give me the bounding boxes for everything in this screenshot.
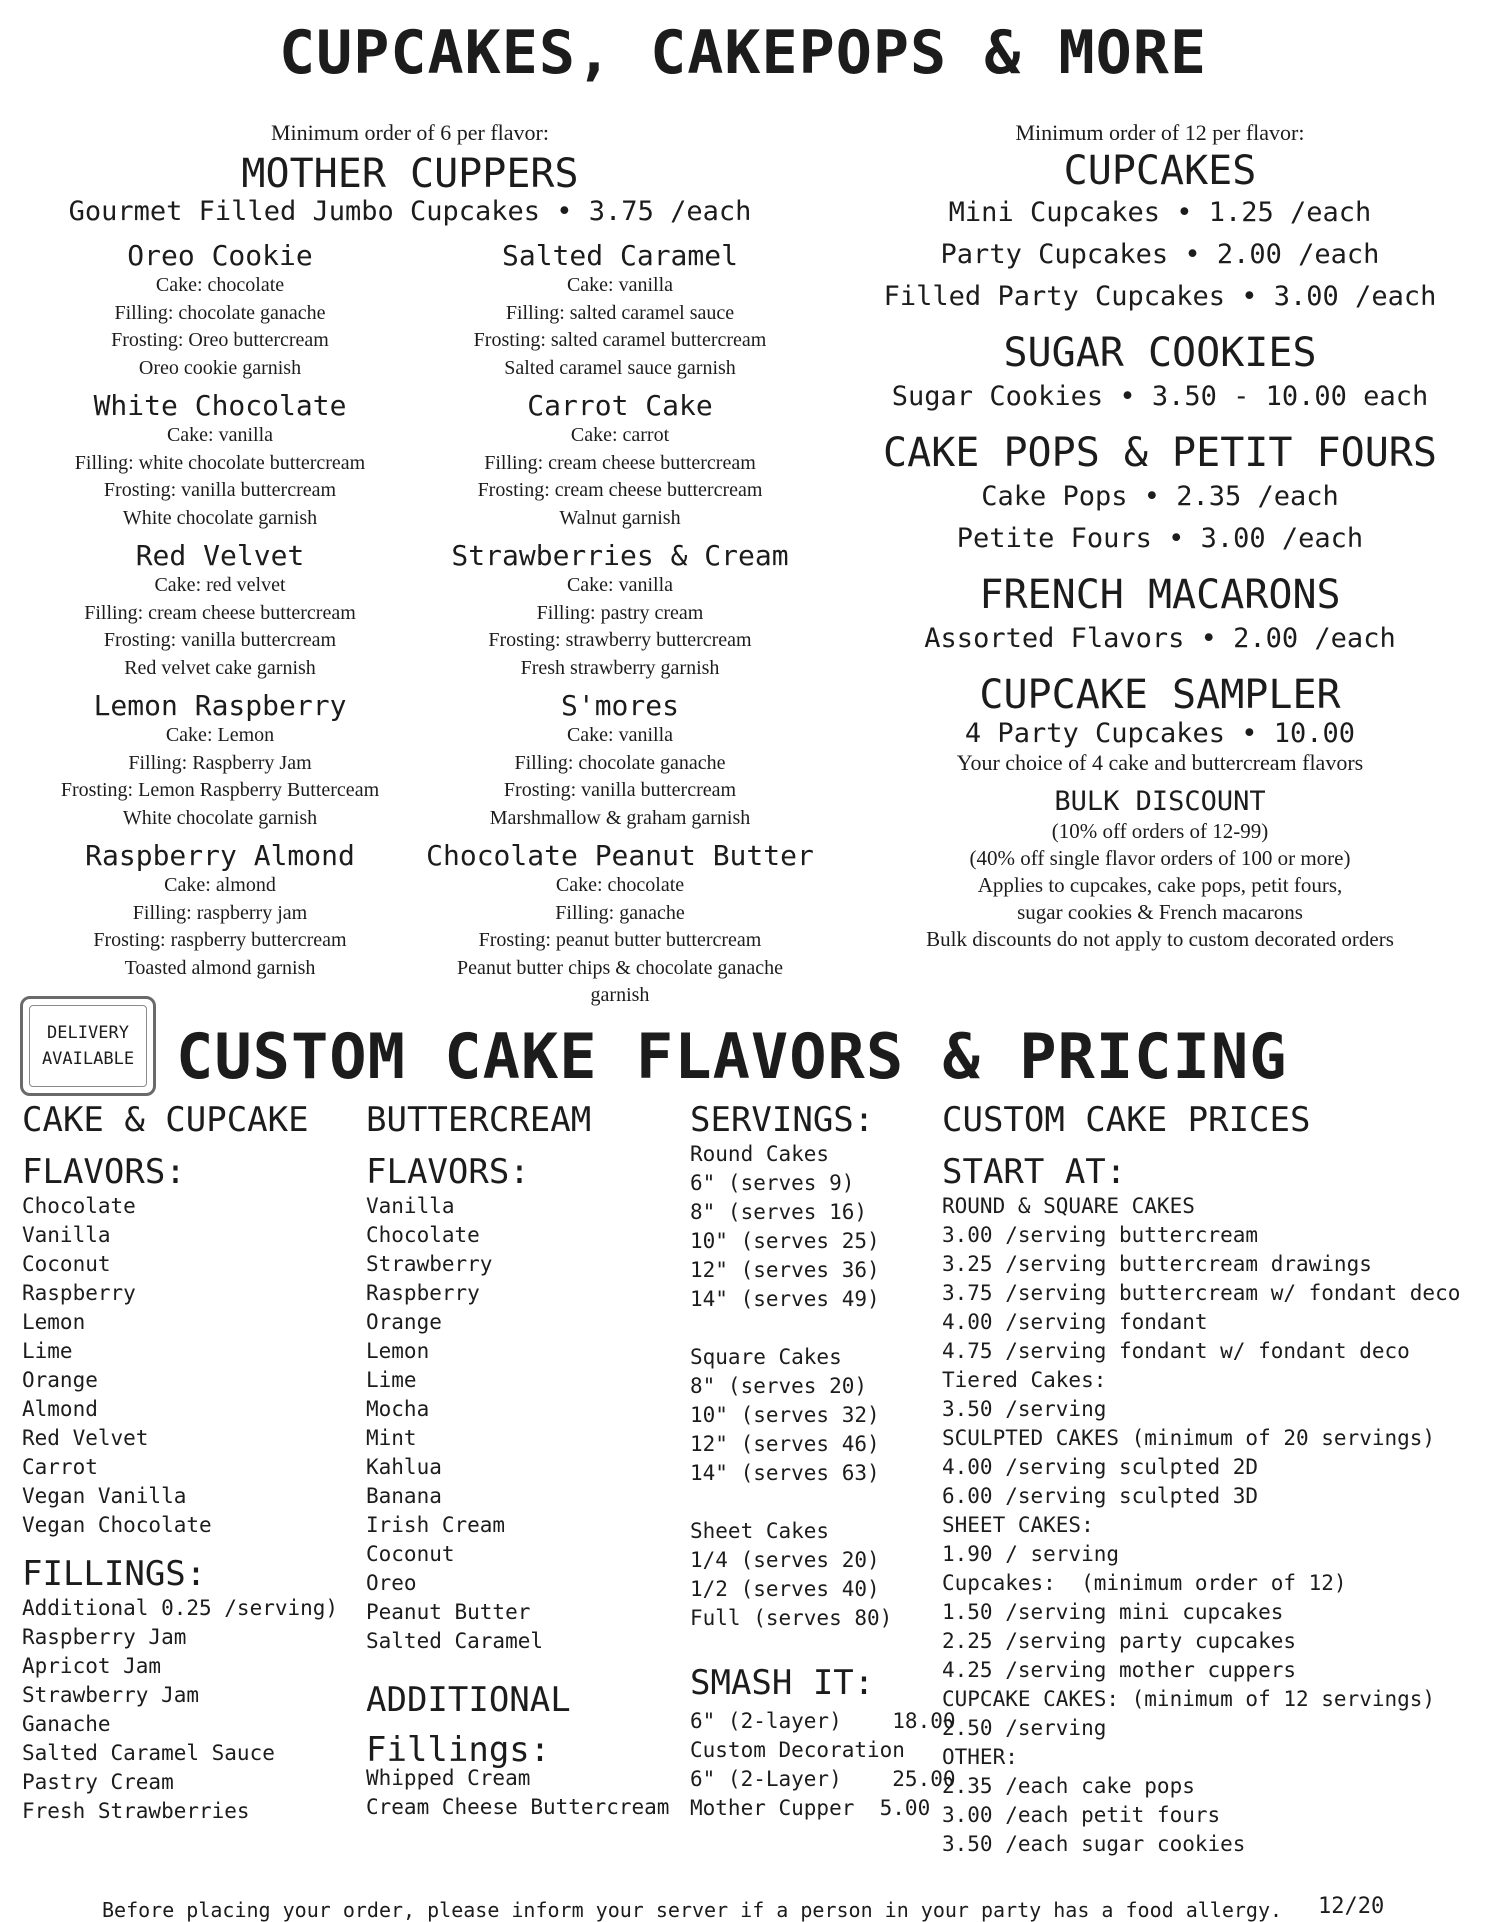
bulk-line: (10% off orders of 12-99) <box>1051 819 1269 843</box>
flavor-detail: Frosting: Lemon Raspberry Butterceam <box>60 779 380 801</box>
cupcakes-item: Mini Cupcakes • 1.25 /each <box>948 197 1372 228</box>
cake-flavor-item: Lime <box>22 1339 73 1363</box>
cupcakes-item: Party Cupcakes • 2.00 /each <box>940 239 1380 270</box>
min-order-note: Minimum order of 6 per flavor: <box>271 120 549 145</box>
custom-prices-heading: CUSTOM CAKE PRICES <box>942 1100 1311 1140</box>
smash-item: Custom Decoration <box>690 1738 905 1762</box>
round-serving-item: 10" (serves 25) <box>690 1229 880 1253</box>
menu-date: 12/20 <box>1318 1894 1385 1919</box>
flavor-detail: Peanut butter chips & chocolate ganache <box>457 956 783 979</box>
custom-price-line: 3.50 /serving <box>942 1397 1107 1421</box>
macarons-heading: FRENCH MACARONS <box>979 572 1341 618</box>
buttercream-flavor-item: Orange <box>366 1310 442 1334</box>
square-serving-item: 12" (serves 46) <box>690 1432 880 1456</box>
mother-cuppers-subheading: Gourmet Filled Jumbo Cupcakes • 3.75 /each <box>68 196 752 227</box>
sugar-cookies-item: Sugar Cookies • 3.50 - 10.00 each <box>891 381 1429 412</box>
delivery-badge-line: DELIVERY <box>47 1023 129 1043</box>
flavor-detail: Filling: Raspberry Jam <box>128 751 312 774</box>
flavor-detail: Frosting: strawberry buttercream <box>488 629 752 651</box>
flavor-detail: Frosting: vanilla buttercream <box>103 629 337 651</box>
additional-filling-item: Cream Cheese Buttercream <box>366 1795 670 1819</box>
cake-pops-heading: CAKE POPS & PETIT FOURS <box>883 430 1437 476</box>
flavor-detail: Cake: vanilla <box>566 274 674 296</box>
custom-price-line: Cupcakes: (minimum order of 12) <box>942 1571 1347 1595</box>
cake-flavor-item: Almond <box>22 1397 98 1421</box>
flavor-detail: Filling: ganache <box>555 901 685 924</box>
right-price-column <box>880 120 1440 953</box>
filling-item: Apricot Jam <box>22 1654 162 1678</box>
flavor-block <box>420 690 820 832</box>
flavor-detail: Filling: cream cheese buttercream <box>484 451 756 474</box>
buttercream-flavor-item: Lime <box>366 1368 417 1392</box>
flavor-detail: Cake: almond <box>164 874 276 896</box>
flavor-name: Oreo Cookie <box>127 239 313 272</box>
flavor-detail: Cake: red velvet <box>154 574 286 596</box>
buttercream-flavor-item: Banana <box>366 1484 442 1508</box>
custom-price-line: 4.75 /serving fondant w/ fondant deco <box>942 1339 1410 1363</box>
flavor-detail: Cake: chocolate <box>155 274 285 296</box>
flavor-block <box>420 540 820 682</box>
custom-price-line: 3.00 /each petit fours <box>942 1803 1221 1827</box>
sheet-cakes-title: Sheet Cakes <box>690 1519 830 1543</box>
cake-flavor-item: Raspberry <box>22 1281 136 1305</box>
smash-item: Mother Cupper 5.00 <box>690 1796 931 1820</box>
cake-flavors-section <box>22 1100 342 1826</box>
buttercream-flavor-item: Vanilla <box>366 1194 455 1218</box>
filling-item: Strawberry Jam <box>22 1683 200 1707</box>
cake-flavor-item: Lemon <box>22 1310 86 1334</box>
flavor-detail: Cake: Lemon <box>165 724 275 746</box>
flavor-detail: Oreo cookie garnish <box>138 356 302 379</box>
flavor-name: Lemon Raspberry <box>93 689 347 722</box>
flavor-detail: garnish <box>590 984 650 1006</box>
sampler-item: 4 Party Cupcakes • 10.00 <box>964 718 1356 749</box>
cake-flavor-item: Orange <box>22 1368 98 1392</box>
additional-heading: ADDITIONAL <box>366 1680 571 1720</box>
sampler-note: Your choice of 4 cake and buttercream flavors <box>956 750 1364 775</box>
buttercream-flavor-item: Mint <box>366 1426 417 1450</box>
additional-heading-2: Fillings: <box>366 1730 551 1770</box>
min-order-note-12: Minimum order of 12 per flavor: <box>1015 120 1305 145</box>
custom-prices-heading-2: START AT: <box>942 1152 1127 1192</box>
flavor-detail: Frosting: cream cheese buttercream <box>477 479 763 501</box>
custom-price-line: 3.75 /serving buttercream w/ fondant deco <box>942 1281 1461 1305</box>
custom-price-line: 6.00 /serving sculpted 3D <box>942 1484 1259 1508</box>
cupcakes-heading: CUPCAKES <box>1063 148 1257 194</box>
flavor-detail: Frosting: Oreo buttercream <box>111 329 329 351</box>
filling-item: Pastry Cream <box>22 1770 174 1794</box>
cake-flavor-item: Vegan Chocolate <box>22 1513 212 1537</box>
cake-pops-item: Cake Pops • 2.35 /each <box>981 481 1339 512</box>
servings-heading: SERVINGS: <box>690 1100 875 1140</box>
filling-item: Ganache <box>22 1712 111 1736</box>
buttercream-flavor-item: Chocolate <box>366 1223 480 1247</box>
custom-price-line: ROUND & SQUARE CAKES <box>942 1194 1195 1218</box>
flavor-detail: White chocolate garnish <box>122 806 318 829</box>
round-cakes-title: Round Cakes <box>690 1142 830 1166</box>
round-serving-item: 12" (serves 36) <box>690 1258 880 1282</box>
buttercream-flavor-item: Mocha <box>366 1397 430 1421</box>
bulk-line: (40% off single flavor orders of 100 or more) <box>969 846 1351 870</box>
square-serving-item: 14" (serves 63) <box>690 1461 880 1485</box>
flavor-block <box>420 240 820 382</box>
buttercream-section <box>366 1100 686 1822</box>
cake-flavors-heading: CAKE & CUPCAKE <box>22 1100 309 1140</box>
sheet-serving-item: 1/2 (serves 40) <box>690 1577 880 1601</box>
custom-price-line: SHEET CAKES: <box>942 1513 1094 1537</box>
flavor-detail: Cake: vanilla <box>166 424 274 446</box>
round-serving-item: 6" (serves 9) <box>690 1171 855 1195</box>
flavor-block <box>420 390 820 532</box>
flavor-detail: Frosting: vanilla buttercream <box>503 779 737 801</box>
square-serving-item: 8" (serves 20) <box>690 1374 868 1398</box>
flavor-detail: Filling: chocolate ganache <box>114 301 326 324</box>
filling-item: Additional 0.25 /serving) <box>22 1596 339 1620</box>
cake-flavor-item: Vegan Vanilla <box>22 1484 187 1508</box>
custom-price-line: 2.25 /serving party cupcakes <box>942 1629 1297 1653</box>
custom-cake-title: CUSTOM CAKE FLAVORS & PRICING <box>176 1020 1288 1093</box>
flavor-detail: Filling: pastry cream <box>536 601 704 624</box>
petit-fours-item: Petite Fours • 3.00 /each <box>956 523 1364 554</box>
custom-price-line: CUPCAKE CAKES: (minimum of 12 servings) <box>942 1687 1436 1711</box>
flavor-name: Carrot Cake <box>527 389 713 422</box>
filling-item: Salted Caramel Sauce <box>22 1741 275 1765</box>
custom-prices-section <box>942 1100 1482 1859</box>
mother-cuppers-heading: MOTHER CUPPERS <box>241 151 579 197</box>
flavor-name: Red Velvet <box>135 539 305 572</box>
custom-price-line: Tiered Cakes: <box>942 1368 1107 1392</box>
cake-flavor-item: Carrot <box>22 1455 98 1479</box>
square-cakes-title: Square Cakes <box>690 1345 842 1369</box>
page-title: CUPCAKES, CAKEPOPS & MORE <box>278 18 1208 88</box>
flavor-name: S'mores <box>560 689 679 722</box>
flavor-block <box>420 840 820 1010</box>
flavor-column-right <box>420 232 820 1010</box>
cake-flavors-heading-2: FLAVORS: <box>22 1152 186 1192</box>
flavor-detail: Cake: vanilla <box>566 724 674 746</box>
cake-flavor-item: Coconut <box>22 1252 111 1276</box>
custom-price-line: 3.25 /serving buttercream drawings <box>942 1252 1372 1276</box>
custom-price-line: 3.50 /each sugar cookies <box>942 1832 1246 1856</box>
cake-flavor-item: Chocolate <box>22 1194 136 1218</box>
custom-price-line: 4.00 /serving fondant <box>942 1310 1208 1334</box>
bulk-line: Bulk discounts do not apply to custom decorated orders <box>926 927 1394 951</box>
filling-item: Fresh Strawberries <box>22 1799 250 1823</box>
flavor-block <box>20 240 420 382</box>
custom-price-line: 2.50 /serving <box>942 1716 1107 1740</box>
flavor-block <box>20 390 420 532</box>
mother-cuppers-heading-block <box>40 152 780 228</box>
round-serving-item: 14" (serves 49) <box>690 1287 880 1311</box>
flavor-detail: Fresh strawberry garnish <box>520 656 720 679</box>
flavor-name: Chocolate Peanut Butter <box>426 839 814 872</box>
bulk-discount-heading: BULK DISCOUNT <box>1054 786 1266 817</box>
buttercream-flavor-item: Strawberry <box>366 1252 493 1276</box>
sheet-serving-item: Full (serves 80) <box>690 1606 893 1630</box>
buttercream-heading: BUTTERCREAM <box>366 1100 592 1140</box>
bulk-line: Applies to cupcakes, cake pops, petit fours, <box>977 873 1343 897</box>
round-serving-item: 8" (serves 16) <box>690 1200 868 1224</box>
allergy-footer: Before placing your order, please inform your server if a person in your party has a food allergy. <box>102 1898 1283 1922</box>
buttercream-flavor-item: Kahlua <box>366 1455 442 1479</box>
sheet-serving-item: 1/4 (serves 20) <box>690 1548 880 1572</box>
delivery-badge-line: AVAILABLE <box>41 1049 135 1069</box>
custom-price-line: 2.35 /each cake pops <box>942 1774 1195 1798</box>
flavor-detail: Filling: chocolate ganache <box>514 751 726 774</box>
flavor-detail: Filling: white chocolate buttercream <box>74 451 366 474</box>
square-serving-item: 10" (serves 32) <box>690 1403 880 1427</box>
buttercream-flavor-item: Irish Cream <box>366 1513 506 1537</box>
fillings-heading: FILLINGS: <box>22 1554 207 1594</box>
smash-item: 6" (2-Layer) 25.00 <box>690 1767 956 1791</box>
flavor-detail: Filling: salted caramel sauce <box>505 301 735 324</box>
buttercream-flavor-item: Coconut <box>366 1542 455 1566</box>
flavor-name: Salted Caramel <box>501 239 738 272</box>
flavor-detail: Salted caramel sauce garnish <box>504 356 736 379</box>
flavor-detail: Frosting: raspberry buttercream <box>93 929 347 951</box>
smash-item: 6" (2-layer) 18.00 <box>690 1709 956 1733</box>
flavor-detail: Frosting: salted caramel buttercream <box>473 329 767 351</box>
flavor-name: White Chocolate <box>93 389 347 422</box>
flavor-detail: Toasted almond garnish <box>124 956 316 979</box>
buttercream-flavor-item: Oreo <box>366 1571 417 1595</box>
cupcakes-item: Filled Party Cupcakes • 3.00 /each <box>883 281 1437 312</box>
smash-heading: SMASH IT: <box>690 1663 875 1703</box>
mother-cuppers-header <box>60 120 760 146</box>
buttercream-flavor-item: Salted Caramel <box>366 1629 544 1653</box>
additional-filling-item: Whipped Cream <box>366 1766 531 1790</box>
filling-item: Raspberry Jam <box>22 1625 187 1649</box>
flavor-name: Raspberry Almond <box>85 839 355 872</box>
bulk-line: sugar cookies & French macarons <box>1017 900 1303 924</box>
custom-price-line: 1.90 / serving <box>942 1542 1120 1566</box>
sampler-heading: CUPCAKE SAMPLER <box>979 672 1341 718</box>
buttercream-heading-2: FLAVORS: <box>366 1152 530 1192</box>
flavor-detail: Cake: vanilla <box>566 574 674 596</box>
custom-price-line: OTHER: <box>942 1745 1018 1769</box>
custom-price-line: 4.00 /serving sculpted 2D <box>942 1455 1259 1479</box>
flavor-detail: Walnut garnish <box>559 506 681 529</box>
custom-price-line: SCULPTED CAKES (minimum of 20 servings) <box>942 1426 1436 1450</box>
macarons-item: Assorted Flavors • 2.00 /each <box>924 623 1396 654</box>
flavor-detail: Cake: chocolate <box>555 874 685 896</box>
flavor-detail: Marshmallow & graham garnish <box>489 806 751 829</box>
flavor-block <box>20 540 420 682</box>
flavor-detail: Frosting: vanilla buttercream <box>103 479 337 501</box>
custom-price-line: 3.00 /serving buttercream <box>942 1223 1259 1247</box>
cake-flavor-item: Red Velvet <box>22 1426 149 1450</box>
cake-flavor-item: Vanilla <box>22 1223 111 1247</box>
delivery-available-badge <box>20 996 156 1096</box>
flavor-name: Strawberries & Cream <box>451 539 789 572</box>
buttercream-flavor-item: Lemon <box>366 1339 430 1363</box>
flavor-detail: Cake: carrot <box>570 424 670 446</box>
flavor-detail: Frosting: peanut butter buttercream <box>478 929 762 951</box>
buttercream-flavor-item: Peanut Butter <box>366 1600 531 1624</box>
buttercream-flavor-item: Raspberry <box>366 1281 480 1305</box>
sugar-cookies-heading: SUGAR COOKIES <box>1003 330 1317 376</box>
flavor-detail: Filling: raspberry jam <box>132 901 308 924</box>
flavor-block <box>20 690 420 832</box>
servings-section <box>690 1100 956 1823</box>
flavor-block <box>20 840 420 982</box>
flavor-detail: White chocolate garnish <box>122 506 318 529</box>
flavor-detail: Filling: cream cheese buttercream <box>84 601 356 624</box>
custom-price-line: 4.25 /serving mother cuppers <box>942 1658 1297 1682</box>
custom-price-line: 1.50 /serving mini cupcakes <box>942 1600 1284 1624</box>
flavor-detail: Red velvet cake garnish <box>124 656 316 679</box>
flavor-column-left <box>20 232 420 982</box>
